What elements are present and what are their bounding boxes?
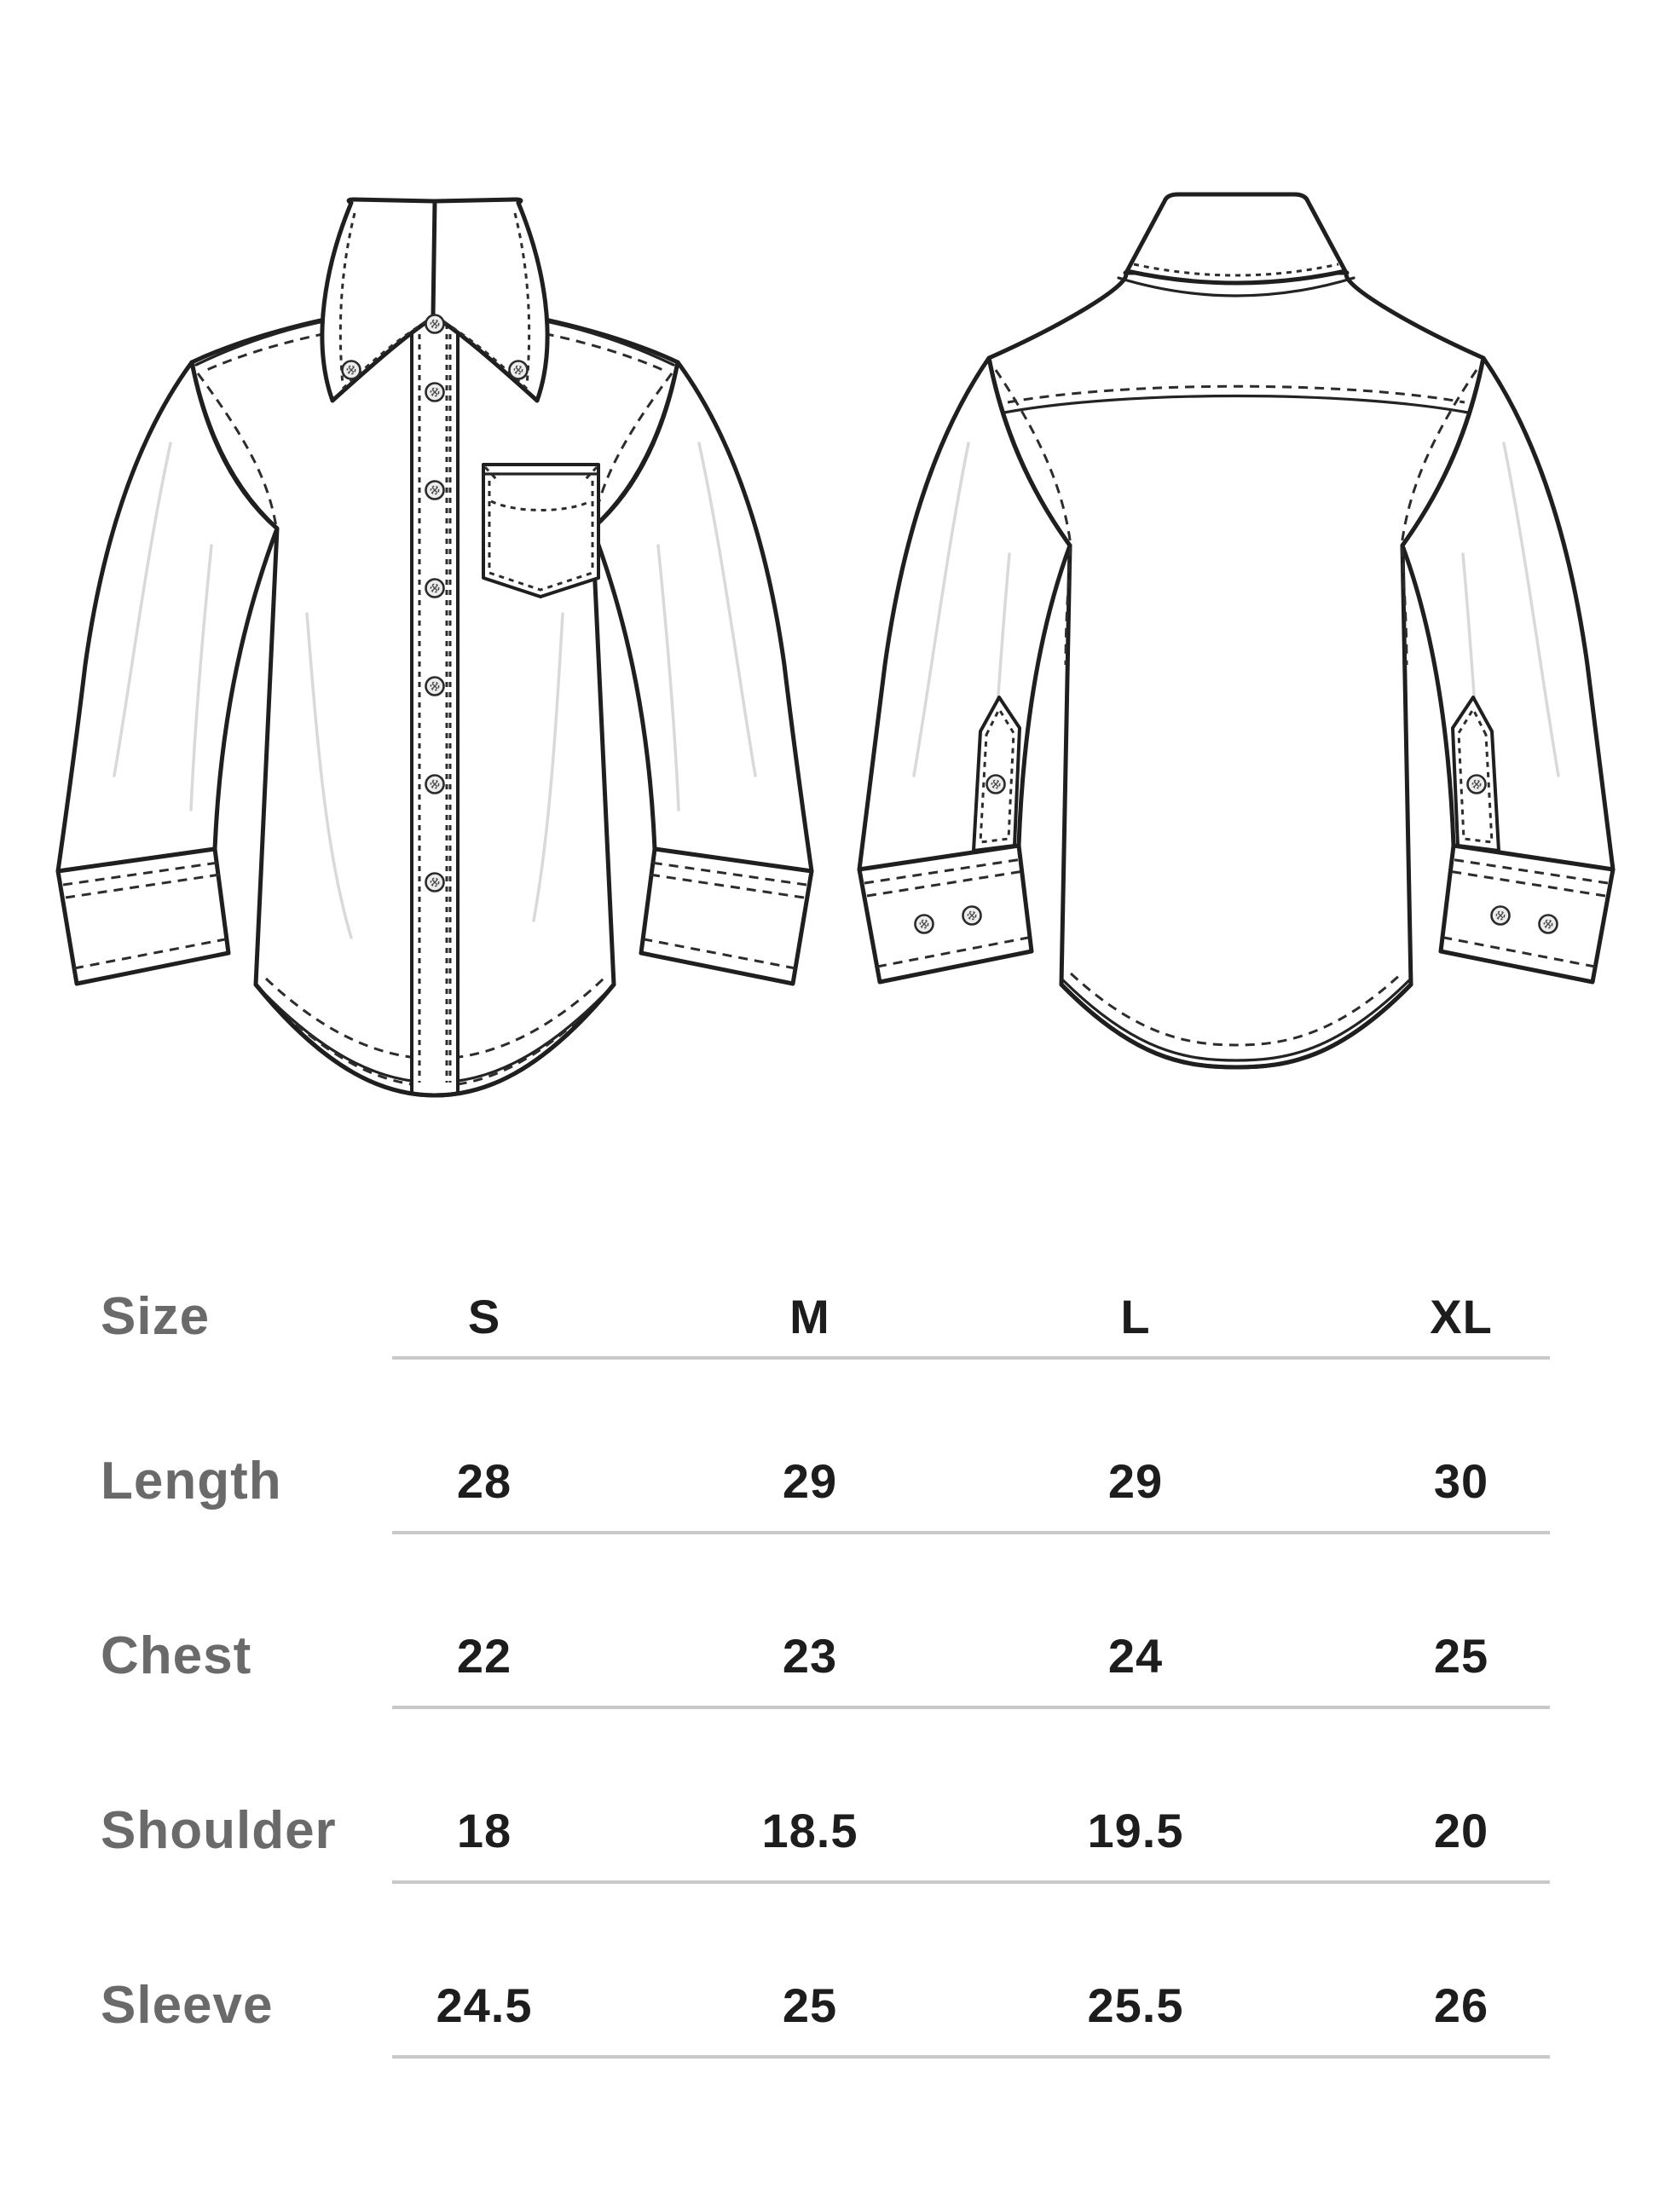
- back-right-cuff: [1441, 846, 1613, 982]
- collar-point-button-left: [343, 361, 361, 379]
- front-right-cuff: [641, 849, 812, 984]
- collar-point-button-right: [510, 361, 528, 379]
- size-chart-header-row: [101, 1276, 1624, 1356]
- front-placket: [412, 315, 458, 1091]
- cell: 20: [1433, 1803, 1489, 1857]
- row-divider: [392, 2055, 1550, 2059]
- front-left-cuff: [58, 849, 228, 984]
- shirt-front-illustration: [51, 188, 818, 1125]
- row-label: Sleeve: [101, 1975, 274, 2035]
- cell: 29: [1107, 1453, 1164, 1508]
- cell: 28: [456, 1453, 512, 1508]
- shirt-back-sketch: [853, 188, 1620, 1125]
- table-row-shoulder: [101, 1709, 1624, 1880]
- cell: 25: [1433, 1628, 1489, 1683]
- collar-band-button: [426, 315, 444, 333]
- cell: 19.5: [1087, 1803, 1184, 1857]
- row-label: Chest: [101, 1626, 252, 1685]
- table-row-sleeve: [101, 1884, 1624, 2055]
- cell: 25.5: [1087, 1978, 1184, 2032]
- column-header-xl: XL: [1430, 1289, 1493, 1343]
- table-row-length: [101, 1360, 1624, 1531]
- cell: 22: [456, 1628, 512, 1683]
- cell: 25: [782, 1978, 838, 2032]
- row-label: Length: [101, 1451, 282, 1510]
- cell: 18: [456, 1803, 512, 1857]
- cell: 30: [1433, 1453, 1489, 1508]
- table-row-chest: [101, 1534, 1624, 1706]
- size-chart-header-label: Size: [101, 1286, 211, 1346]
- cell: 18.5: [761, 1803, 858, 1857]
- cell: 26: [1433, 1978, 1489, 2032]
- back-left-cuff: [859, 846, 1032, 982]
- column-header-l: L: [1120, 1289, 1151, 1343]
- cell: 23: [782, 1628, 838, 1683]
- cell: 24.5: [436, 1978, 533, 2032]
- row-label: Shoulder: [101, 1800, 337, 1860]
- front-chest-pocket: [483, 465, 598, 597]
- shirt-front-sketch: [51, 188, 818, 1125]
- shirt-back-illustration: [853, 188, 1620, 1125]
- back-body: [989, 273, 1483, 1067]
- cell: 24: [1107, 1628, 1164, 1683]
- size-chart: [101, 1276, 1624, 2059]
- column-header-m: M: [789, 1289, 830, 1343]
- column-header-s: S: [467, 1289, 501, 1343]
- cell: 29: [782, 1453, 838, 1508]
